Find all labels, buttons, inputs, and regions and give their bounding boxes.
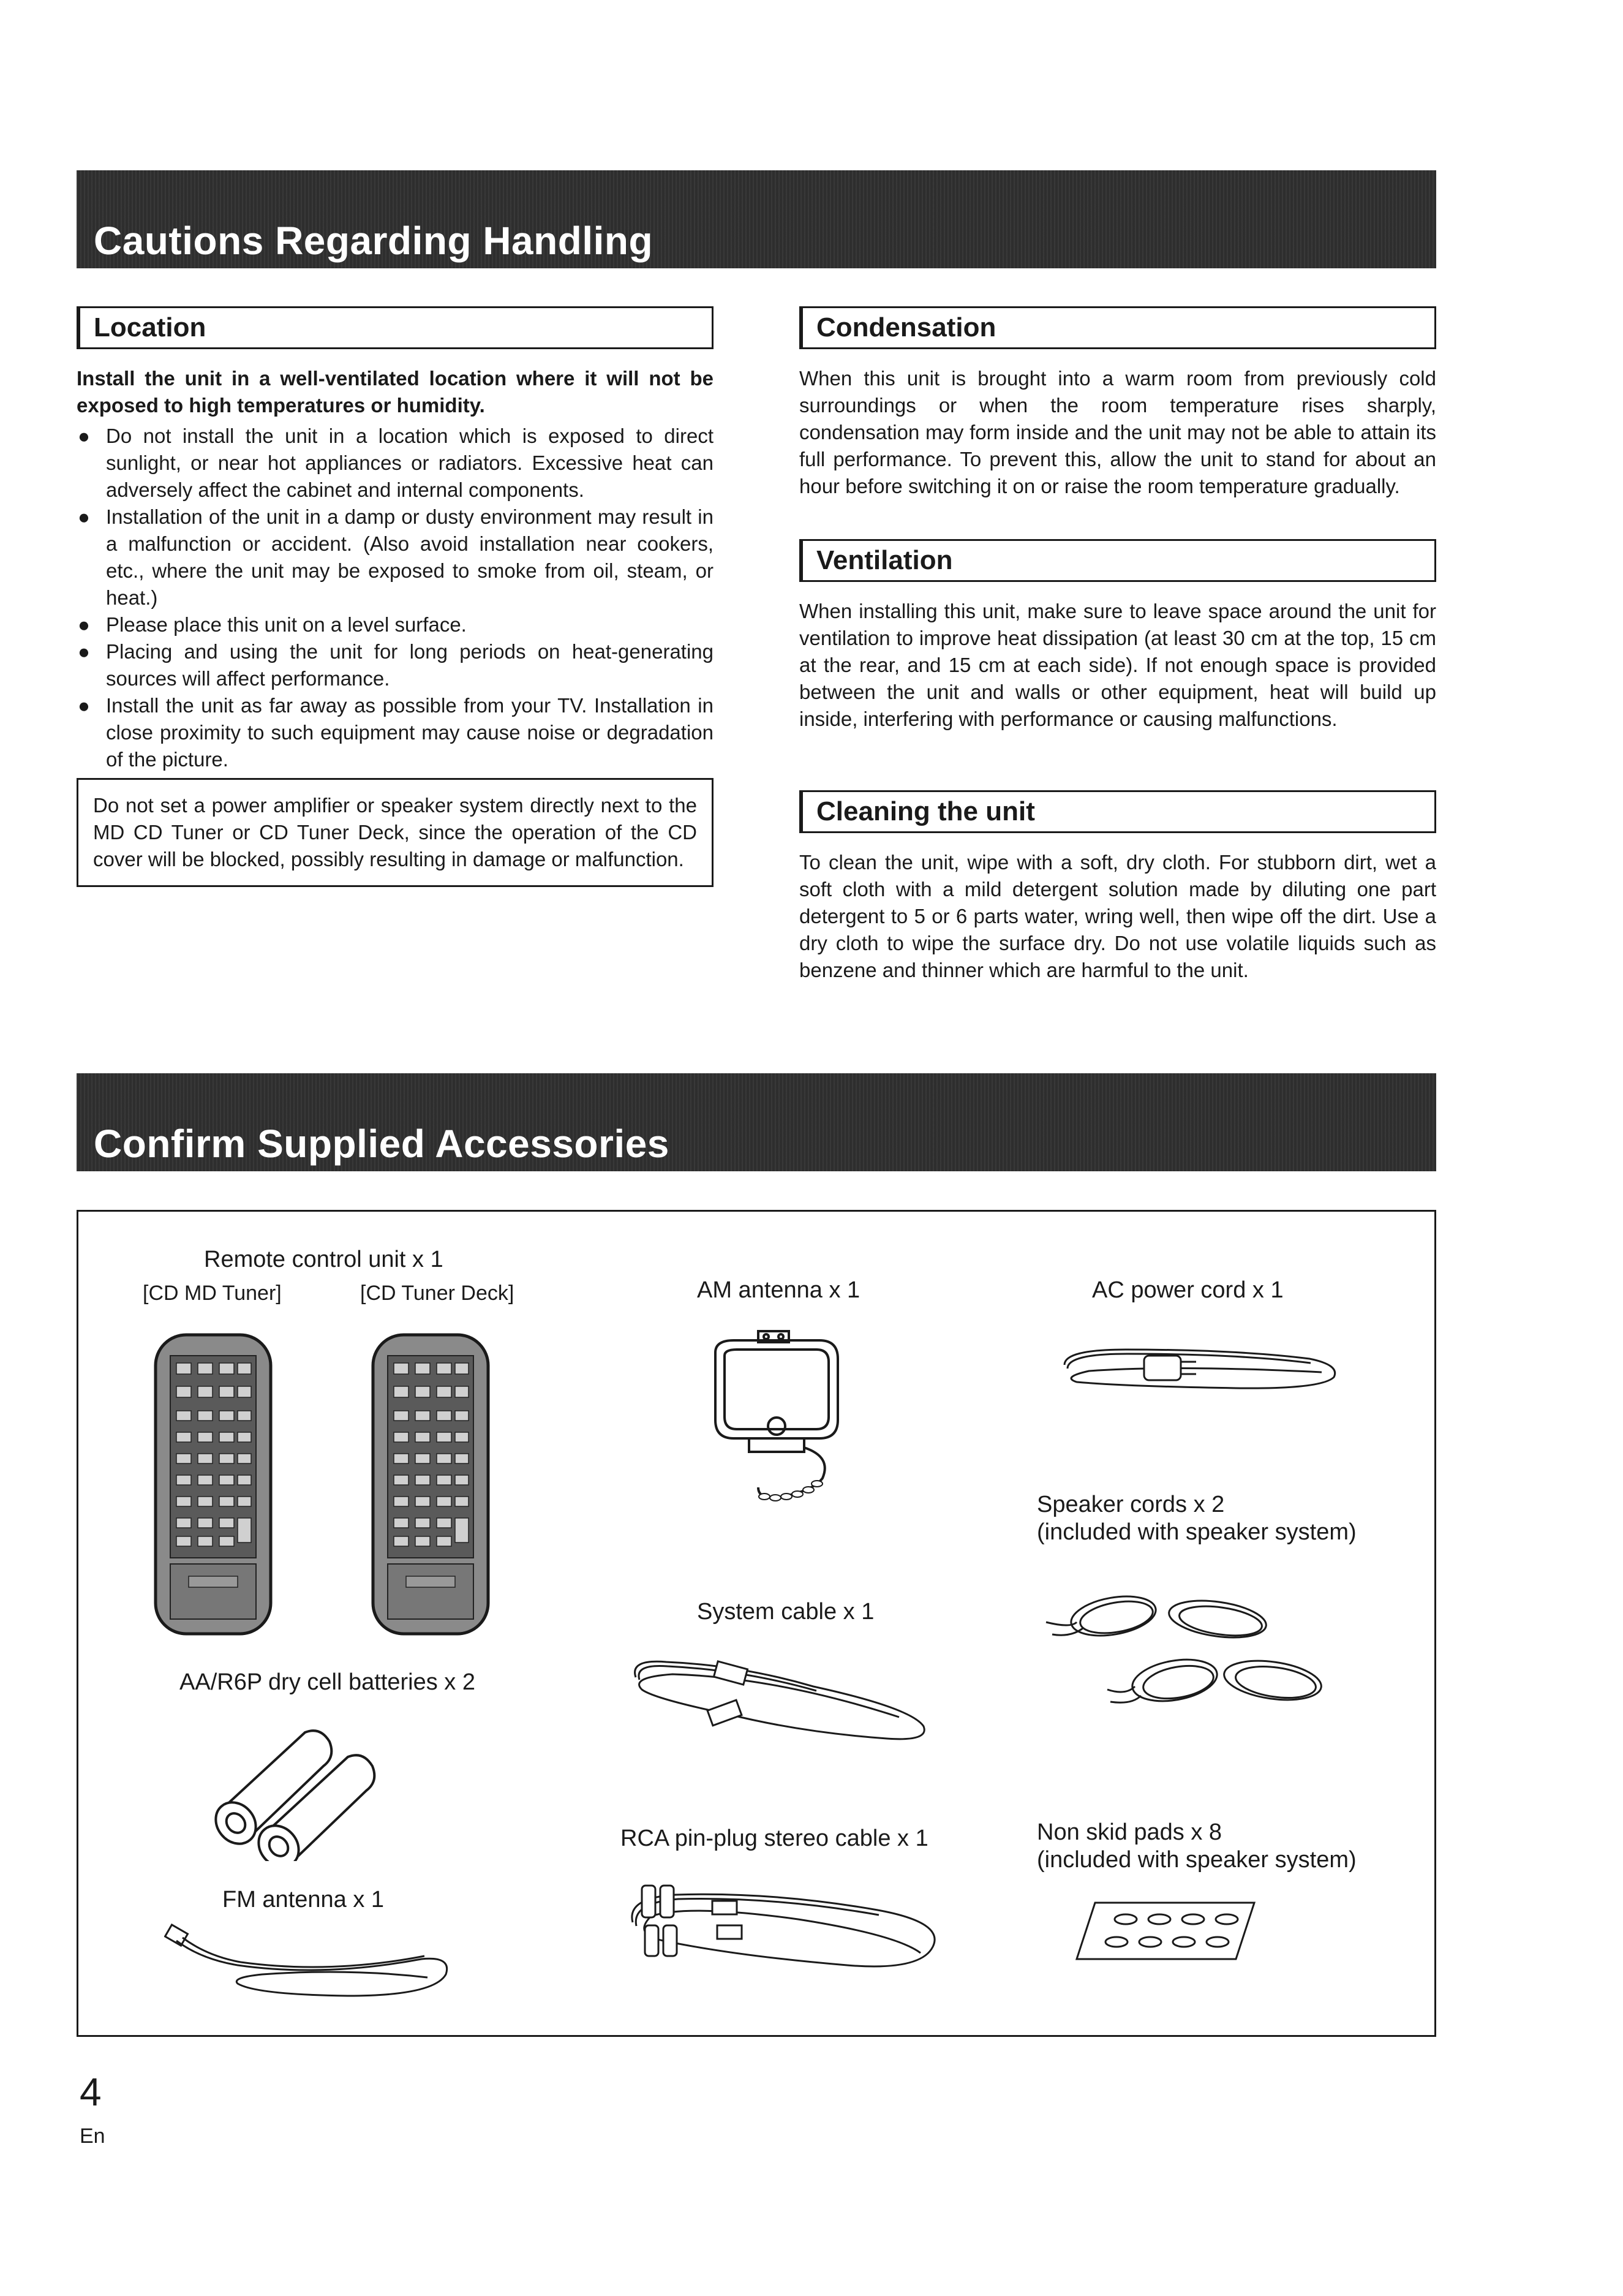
location-bullet: ● Placing and using the unit for long periods on heat-generating sources will affect performance.	[77, 638, 714, 692]
am-antenna-icon	[691, 1322, 875, 1530]
bullet-dot-icon: ●	[78, 694, 90, 717]
bullet-dot-icon: ●	[78, 425, 90, 447]
condensation-text: When this unit is brought into a warm room from previously cold surroundings or when the room temperature rises sharply, condensation may form inside and the unit may not be able to attain its full performance. To prevent this, allow the unit to stand for about an hour before switching it on or raise the room temperature gradually.	[799, 367, 1436, 497]
cleaning-heading: Cleaning the unit	[799, 790, 1436, 833]
rca-cable-icon	[614, 1867, 957, 1984]
rca-cable-label: RCA pin-plug stereo cable x 1	[620, 1826, 928, 1851]
system-cable-icon	[617, 1641, 948, 1751]
section-title-accessories: Confirm Supplied Accessories	[94, 1122, 669, 1166]
am-antenna-label: AM antenna x 1	[697, 1277, 860, 1303]
cleaning-section	[799, 790, 1436, 984]
bullet-dot-icon: ●	[78, 640, 90, 663]
condensation-section	[799, 306, 1436, 500]
section-banner-accessories	[77, 1073, 1436, 1171]
system-cable-label: System cable x 1	[697, 1599, 875, 1625]
ventilation-heading: Ventilation	[799, 539, 1436, 582]
location-bullet: ● Do not install the unit in a location which is exposed to direct sunlight, or near hot appliances or radiators. Excessive heat can adversely affect the cabinet and internal components.	[77, 423, 714, 504]
fm-antenna-label: FM antenna x 1	[222, 1887, 385, 1913]
fm-antenna-icon	[164, 1922, 458, 2008]
location-section	[77, 306, 714, 773]
section-banner-cautions	[77, 170, 1436, 268]
location-heading: Location	[77, 306, 714, 349]
section-title-cautions: Cautions Regarding Handling	[94, 219, 653, 263]
location-note: Do not set a power amplifier or speaker system directly next to the MD CD Tuner or CD Tuner Deck, since the operation of the CD cover will be blocked, possibly resulting in damage or malfunction.	[77, 778, 714, 887]
remote-control-deck-icon	[369, 1331, 492, 1637]
location-note-box	[77, 778, 714, 887]
bullet-dot-icon: ●	[78, 505, 90, 528]
remote-variant-md: [CD MD Tuner]	[143, 1282, 282, 1305]
speaker-cords-label: Speaker cords x 2	[1037, 1492, 1225, 1517]
remote-control-label: Remote control unit x 1	[204, 1247, 443, 1272]
language-code: En	[80, 2124, 105, 2148]
location-lead: Install the unit in a well-ventilated location where it will not be exposed to high temperatures or humidity.	[77, 367, 714, 417]
location-bullet: ● Please place this unit on a level surface.	[77, 611, 714, 638]
ac-power-cord-label: AC power cord x 1	[1092, 1277, 1284, 1303]
non-skid-pads-icon	[1071, 1898, 1267, 1965]
location-bullet: ● Installation of the unit in a damp or dusty environment may result in a malfunction or accident. (Also avoid installation near cookers, etc., where the unit may be exposed to smoke from oil, steam, or heat.)	[77, 504, 714, 611]
accessories-box	[77, 1210, 1436, 2037]
location-bullet-list	[77, 423, 714, 773]
cleaning-text: To clean the unit, wipe with a soft, dry cloth. For stubborn dirt, wet a soft cloth with a mild detergent solution made by diluting one part detergent to 5 or 6 parts water, wring well, then wipe off the dirt. Use a dry cloth to wipe the surface dry. Do not use volatile liquids such as benzene and thinner which are harmful to the unit.	[799, 851, 1436, 981]
remote-control-md-icon	[152, 1331, 274, 1637]
non-skid-pads-label: Non skid pads x 8	[1037, 1819, 1222, 1845]
speaker-cords-note: (included with speaker system)	[1037, 1519, 1357, 1545]
batteries-label: AA/R6P dry cell batteries x 2	[179, 1669, 475, 1695]
ventilation-text: When installing this unit, make sure to leave space around the unit for ventilation to improve heat dissipation (at least 30 cm at the top, 15 cm at the rear, and 15 cm at each side). If not enough space is provided between the unit and walls or other equipment, heat will build up inside, interfering with performance or causing malfunctions.	[799, 600, 1436, 730]
non-skid-pads-note: (included with speaker system)	[1037, 1847, 1357, 1873]
batteries-icon	[201, 1714, 409, 1861]
location-bullet: ● Install the unit as far away as possible from your TV. Installation in close proximity to such equipment may cause noise or degradation of the picture.	[77, 692, 714, 773]
ac-power-cord-icon	[1052, 1334, 1346, 1402]
speaker-cords-icon	[1034, 1579, 1352, 1732]
ventilation-section	[799, 539, 1436, 733]
condensation-heading: Condensation	[799, 306, 1436, 349]
remote-variant-deck: [CD Tuner Deck]	[360, 1282, 514, 1305]
bullet-dot-icon: ●	[78, 613, 90, 636]
page-number: 4	[80, 2070, 102, 2114]
